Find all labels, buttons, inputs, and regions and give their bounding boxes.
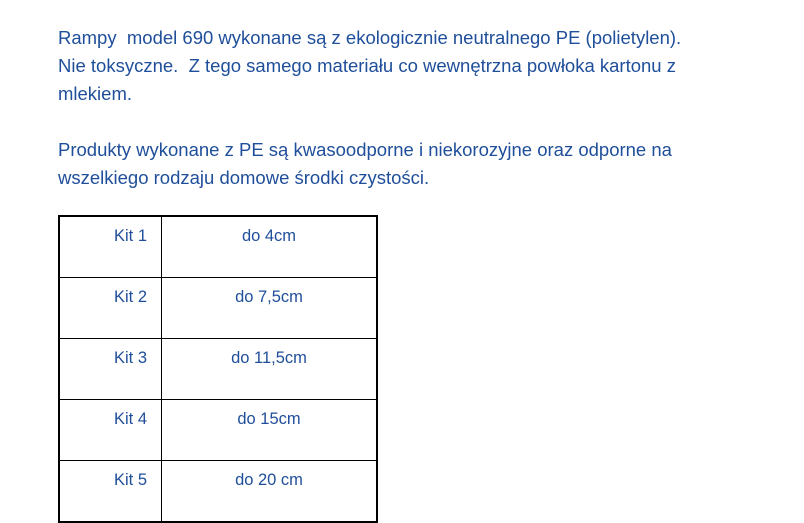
paragraph-line: mlekiem. [58, 83, 133, 104]
kit-range-cell [162, 400, 378, 461]
kit-name: Kit 3 [113, 349, 148, 367]
table-row [59, 339, 377, 400]
kit-name-cell [59, 339, 162, 400]
kit-name-cell [59, 278, 162, 339]
kit-name-cell [59, 461, 162, 523]
kit-size-table [58, 215, 378, 523]
kit-name: Kit 1 [113, 227, 148, 245]
kit-range: do 11,5cm [231, 349, 307, 367]
kit-range: do 4cm [241, 227, 297, 245]
table-row [59, 400, 377, 461]
kit-range-cell [162, 216, 378, 278]
kit-range-cell [162, 461, 378, 523]
paragraph-line: Rampy model 690 wykonane są z ekologicznie neutralnego PE (polietylen). [58, 27, 682, 48]
resistance-description-paragraph [58, 136, 672, 192]
paragraph-line: wszelkiego rodzaju domowe środki czystości. [58, 167, 430, 188]
kit-name: Kit 4 [113, 410, 148, 428]
kit-name-cell [59, 400, 162, 461]
table-row [59, 278, 377, 339]
kit-name: Kit 2 [113, 288, 148, 306]
kit-range-cell [162, 339, 378, 400]
material-description-paragraph [58, 24, 681, 108]
table-row [59, 216, 377, 278]
paragraph-line: Nie toksyczne. Z tego samego materiału co wewnętrzna powłoka kartonu z [58, 55, 676, 76]
kit-name: Kit 5 [113, 471, 148, 489]
kit-name-cell [59, 216, 162, 278]
kit-range: do 7,5cm [235, 288, 303, 306]
kit-range-cell [162, 278, 378, 339]
table-row [59, 461, 377, 523]
kit-range: do 15cm [237, 410, 301, 428]
kit-range: do 20 cm [235, 471, 303, 489]
paragraph-line: Produkty wykonane z PE są kwasoodporne i niekorozyjne oraz odporne na [58, 139, 672, 160]
